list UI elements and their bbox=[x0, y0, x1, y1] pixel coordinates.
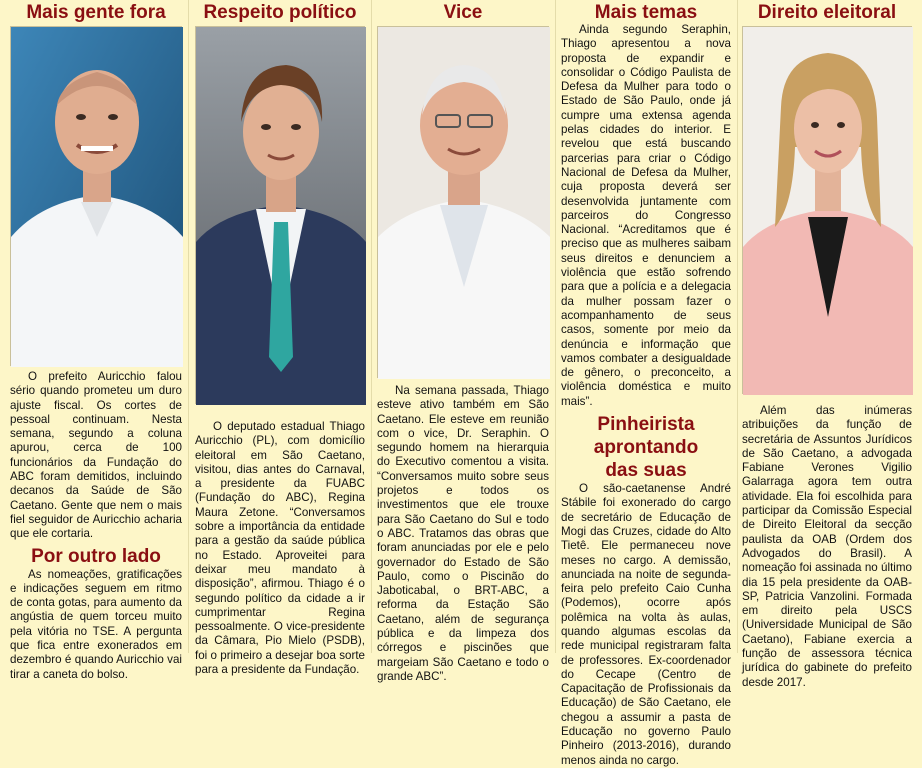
photo-vice bbox=[377, 26, 549, 378]
subtitle-line: aprontando bbox=[593, 437, 699, 459]
column-title: Respeito político bbox=[203, 2, 357, 23]
column-text bbox=[10, 370, 182, 542]
column-divider bbox=[555, 0, 556, 653]
photo-deputado bbox=[195, 26, 365, 404]
column-text bbox=[742, 404, 912, 690]
subtitle-line: das suas bbox=[605, 460, 687, 482]
subtitle-text bbox=[561, 482, 731, 768]
column-mais-temas bbox=[561, 0, 731, 767]
subtitle-text bbox=[10, 568, 182, 682]
photo-advogada bbox=[742, 26, 912, 394]
subtitle-por-outro-lado: Por outro lado bbox=[31, 545, 161, 567]
column-text bbox=[377, 384, 549, 684]
column-vice bbox=[377, 0, 549, 683]
column-divider bbox=[371, 0, 372, 653]
column-divider bbox=[737, 0, 738, 653]
column-mais-gente-fora bbox=[10, 0, 182, 681]
column-direito-eleitoral bbox=[742, 0, 912, 689]
column-title: Direito eleitoral bbox=[757, 2, 897, 23]
photo-prefeito bbox=[10, 26, 182, 366]
column-text bbox=[561, 23, 731, 409]
column-divider bbox=[188, 0, 189, 653]
subtitle-pinheirista bbox=[561, 413, 731, 482]
paragraph: O prefeito Auricchio falou sério quando prometeu um duro ajuste fiscal. Os cortes de pessoal continuam. Nesta semana, segundo a coluna apurou, cerca de 100 funcionários da Fundação do ABC foram demitidos, incluindo decanos da Saúde de São Caetano. Gente que nem o mais fiel seguidor de Auricchio acharia que ele cortaria. bbox=[10, 370, 182, 541]
paragraph: As nomeações, gratificações e indicações seguem em ritmo de conta gotas, para aumento da angústia de quem torceu muito pela vitória no TSE. A pergunta que fica entre exonerados em dezembro é quando Auricchio vai tirar a caneta do bolso. bbox=[10, 567, 182, 681]
column-respeito-politico bbox=[195, 0, 365, 677]
paragraph: O são-caetanense André Stábile foi exonerado do cargo de secretário de Educação de Mogi das Cruzes, cidade do Alto Tietê. Ele permaneceu nove meses no cargo. A demissão, anunciada na noite de segunda-feira pelo prefeito Caio Cunha (Podemos), ocorre após polêmica na volta às aulas, quando algumas escolas da rede municipal registraram falta de professores. Ex-coordenador do Cecape (Centro de Capacitação de Profissionais da Educação) de São Caetano, ele chegou a assumir a pasta de Educação no governo Paulo Pinheiro (2013-2016), durando menos ainda no cargo. bbox=[561, 482, 731, 767]
paragraph: Na semana passada, Thiago esteve ativo também em São Caetano. Ele esteve em reunião com o vice, Dr. Seraphin. O segundo homem na hierarquia do Executivo comentou a visita. “Conversamos muito sobre seus projetos e todos os investimentos que ele trouxe para São Caetano do Sul e todo o ABC. Tratamos das obras que foram anunciadas por ele e pelo governador do Estado de São Paulo, como o Piscinão do Jaboticabal, o BRT-ABC, a reforma da Estação São Caetano, além de segurança pública e da limpeza dos córregos e piscinões que margeiam São Caetano e todo o grande ABC”. bbox=[377, 384, 549, 683]
paragraph: Além das inúmeras atribuições da função de secretária de Assuntos Jurídicos de São Caetano, a advogada Fabiane Verones Vigilio Galarraga agora tem outra atividade. Ela foi escolhida para participar da Comissão Especial de Direito Eleitoral da secção paulista da OAB (Ordem dos Advogados do Brasil). A nomeação foi assinada no último dia 15 pela presidente da OAB-SP, Patricia Vanzolini. Formada em direito pela USCS (Universidade Municipal de São Caetano), Fabiane exercia a função de assessora técnica jurídica do gabinete do prefeito desde 2017. bbox=[742, 404, 912, 689]
paragraph: Ainda segundo Seraphin, Thiago apresentou a nova proposta de expandir e consolidar o Código Paulista de Defesa da Mulher para todo o Estado de São Paulo, onde já cumpre uma extensa agenda pelas cidades do interior. E revelou que está buscando parcerias para criar o Código Nacional de Defesa da Mulher, cuja proposta deverá ser desenvolvida juntamente com parceiros do Congresso Nacional. “Acreditamos que é preciso que as mulheres saibam seus direitos e denunciem a violência que estão sofrendo para que a polícia e a delegacia da mulher possam fazer o acompanhamento de seus casos, somente por meio da denúncia e informação que vamos combater a desigualdade de gênero, o preconceito, a violência doméstica e muito mais”. bbox=[561, 23, 731, 408]
paragraph: O deputado estadual Thiago Auricchio (PL), com domicílio eleitoral em São Caetano, visitou, dias antes do Carnaval, a presidente da FUABC (Fundação do ABC), Regina Maura Zetone. “Conversamos sobre a importância da entidade para a gestão da saúde pública no Estado. Aproveitei para deixar meu mandato à disposição”, afirmou. Thiago é o segundo político da cidade a ir cumprimentar Regina pessoalmente. O vice-presidente da Câmara, Pio Mielo (PSDB), foi o primeiro a desejar boa sorte para a presidente da Fundação. bbox=[195, 420, 365, 677]
subtitle-line: Pinheirista bbox=[597, 414, 695, 436]
column-title: Mais gente fora bbox=[26, 2, 166, 23]
column-text bbox=[195, 420, 365, 677]
column-title: Mais temas bbox=[594, 2, 698, 23]
column-title: Vice bbox=[443, 2, 483, 23]
